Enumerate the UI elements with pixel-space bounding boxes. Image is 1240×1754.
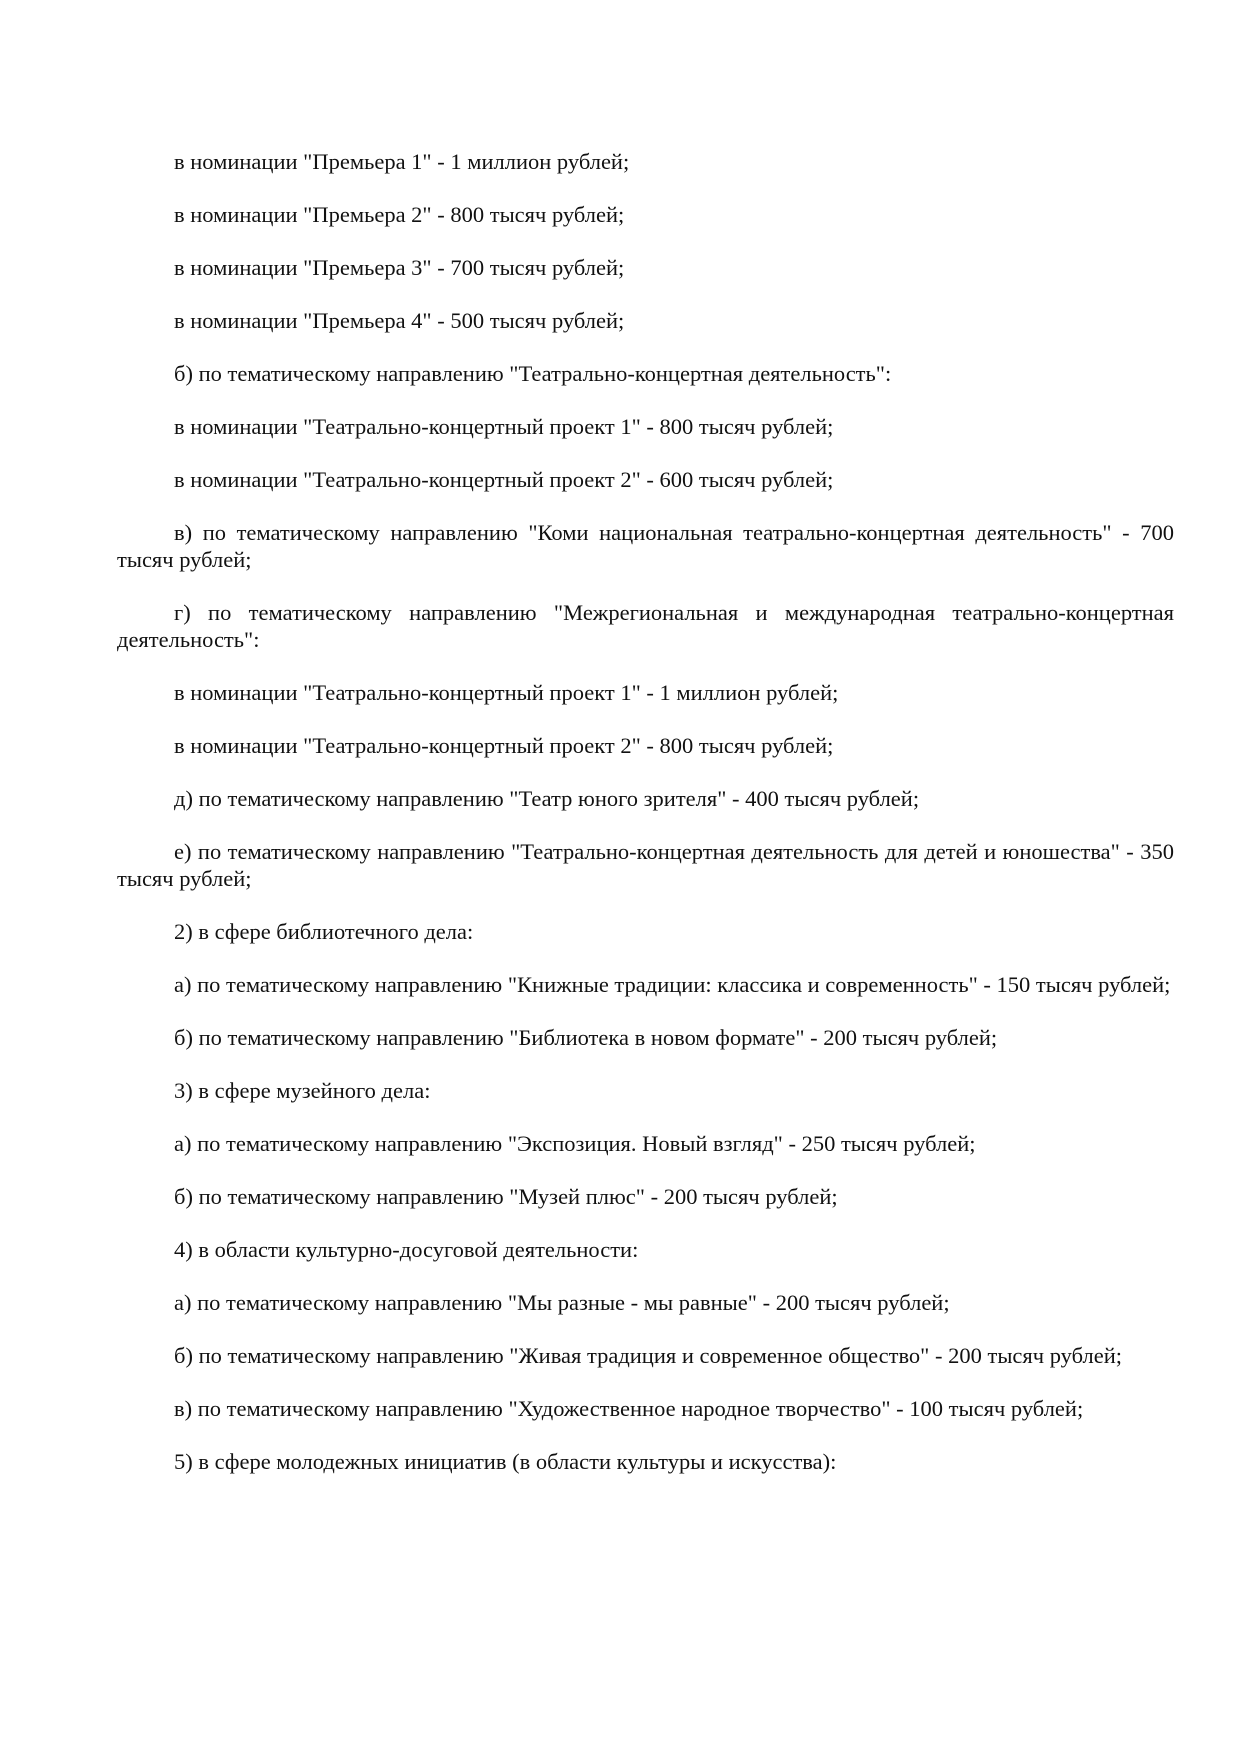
paragraph-interregional-project-2: в номинации "Театрально-концертный проект 2" - 800 тысяч рублей;: [174, 733, 834, 758]
paragraph-theatre-concert-project-1: в номинации "Театрально-концертный проект 1" - 800 тысяч рублей;: [174, 414, 834, 439]
paragraph-premiere-1: в номинации "Премьера 1" - 1 миллион рублей;: [174, 149, 630, 174]
paragraph-living-tradition: б) по тематическому направлению "Живая традиция и современное общество" - 200 тысяч рублей;: [174, 1343, 1123, 1368]
paragraph-komi-national: в) по тематическому направлению "Коми национальная театрально-концертная деятельность" - 700 тысяч рублей;: [117, 520, 1174, 572]
paragraph-premiere-2: в номинации "Премьера 2" - 800 тысяч рублей;: [174, 202, 625, 227]
paragraph-museum-section: 3) в сфере музейного дела:: [174, 1078, 431, 1103]
document-page: [117, 148, 1174, 1501]
paragraph-library-section: 2) в сфере библиотечного дела:: [174, 919, 474, 944]
paragraph-youth-theatre: д) по тематическому направлению "Театр юного зрителя" - 400 тысяч рублей;: [174, 786, 920, 811]
paragraph-theatre-concert-direction: б) по тематическому направлению "Театрально-концертная деятельность":: [174, 361, 892, 386]
paragraph-interregional: г) по тематическому направлению "Межрегиональная и международная театрально-концертная деятельность":: [117, 600, 1174, 652]
paragraph-theatre-concert-project-2: в номинации "Театрально-концертный проект 2" - 600 тысяч рублей;: [174, 467, 834, 492]
paragraph-exposition: а) по тематическому направлению "Экспозиция. Новый взгляд" - 250 тысяч рублей;: [174, 1131, 976, 1156]
paragraph-premiere-4: в номинации "Премьера 4" - 500 тысяч рублей;: [174, 308, 625, 333]
paragraph-premiere-3: в номинации "Премьера 3" - 700 тысяч рублей;: [174, 255, 625, 280]
paragraph-library-new-format: б) по тематическому направлению "Библиотека в новом формате" - 200 тысяч рублей;: [174, 1025, 998, 1050]
paragraph-book-traditions: а) по тематическому направлению "Книжные традиции: классика и современность" - 150 тысяч рублей;: [174, 972, 1171, 997]
paragraph-interregional-project-1: в номинации "Театрально-концертный проект 1" - 1 миллион рублей;: [174, 680, 839, 705]
paragraph-cultural-leisure-section: 4) в области культурно-досуговой деятельности:: [174, 1237, 639, 1262]
paragraph-museum-plus: б) по тематическому направлению "Музей плюс" - 200 тысяч рублей;: [174, 1184, 838, 1209]
paragraph-we-are-different: а) по тематическому направлению "Мы разные - мы равные" - 200 тысяч рублей;: [174, 1290, 950, 1315]
paragraph-folk-art: в) по тематическому направлению "Художественное народное творчество" - 100 тысяч рублей;: [174, 1396, 1084, 1421]
paragraph-children-youth: е) по тематическому направлению "Театрально-концертная деятельность для детей и юношества" - 350 тысяч рублей;: [117, 839, 1174, 891]
paragraph-youth-initiatives-section: 5) в сфере молодежных инициатив (в области культуры и искусства):: [174, 1449, 837, 1474]
